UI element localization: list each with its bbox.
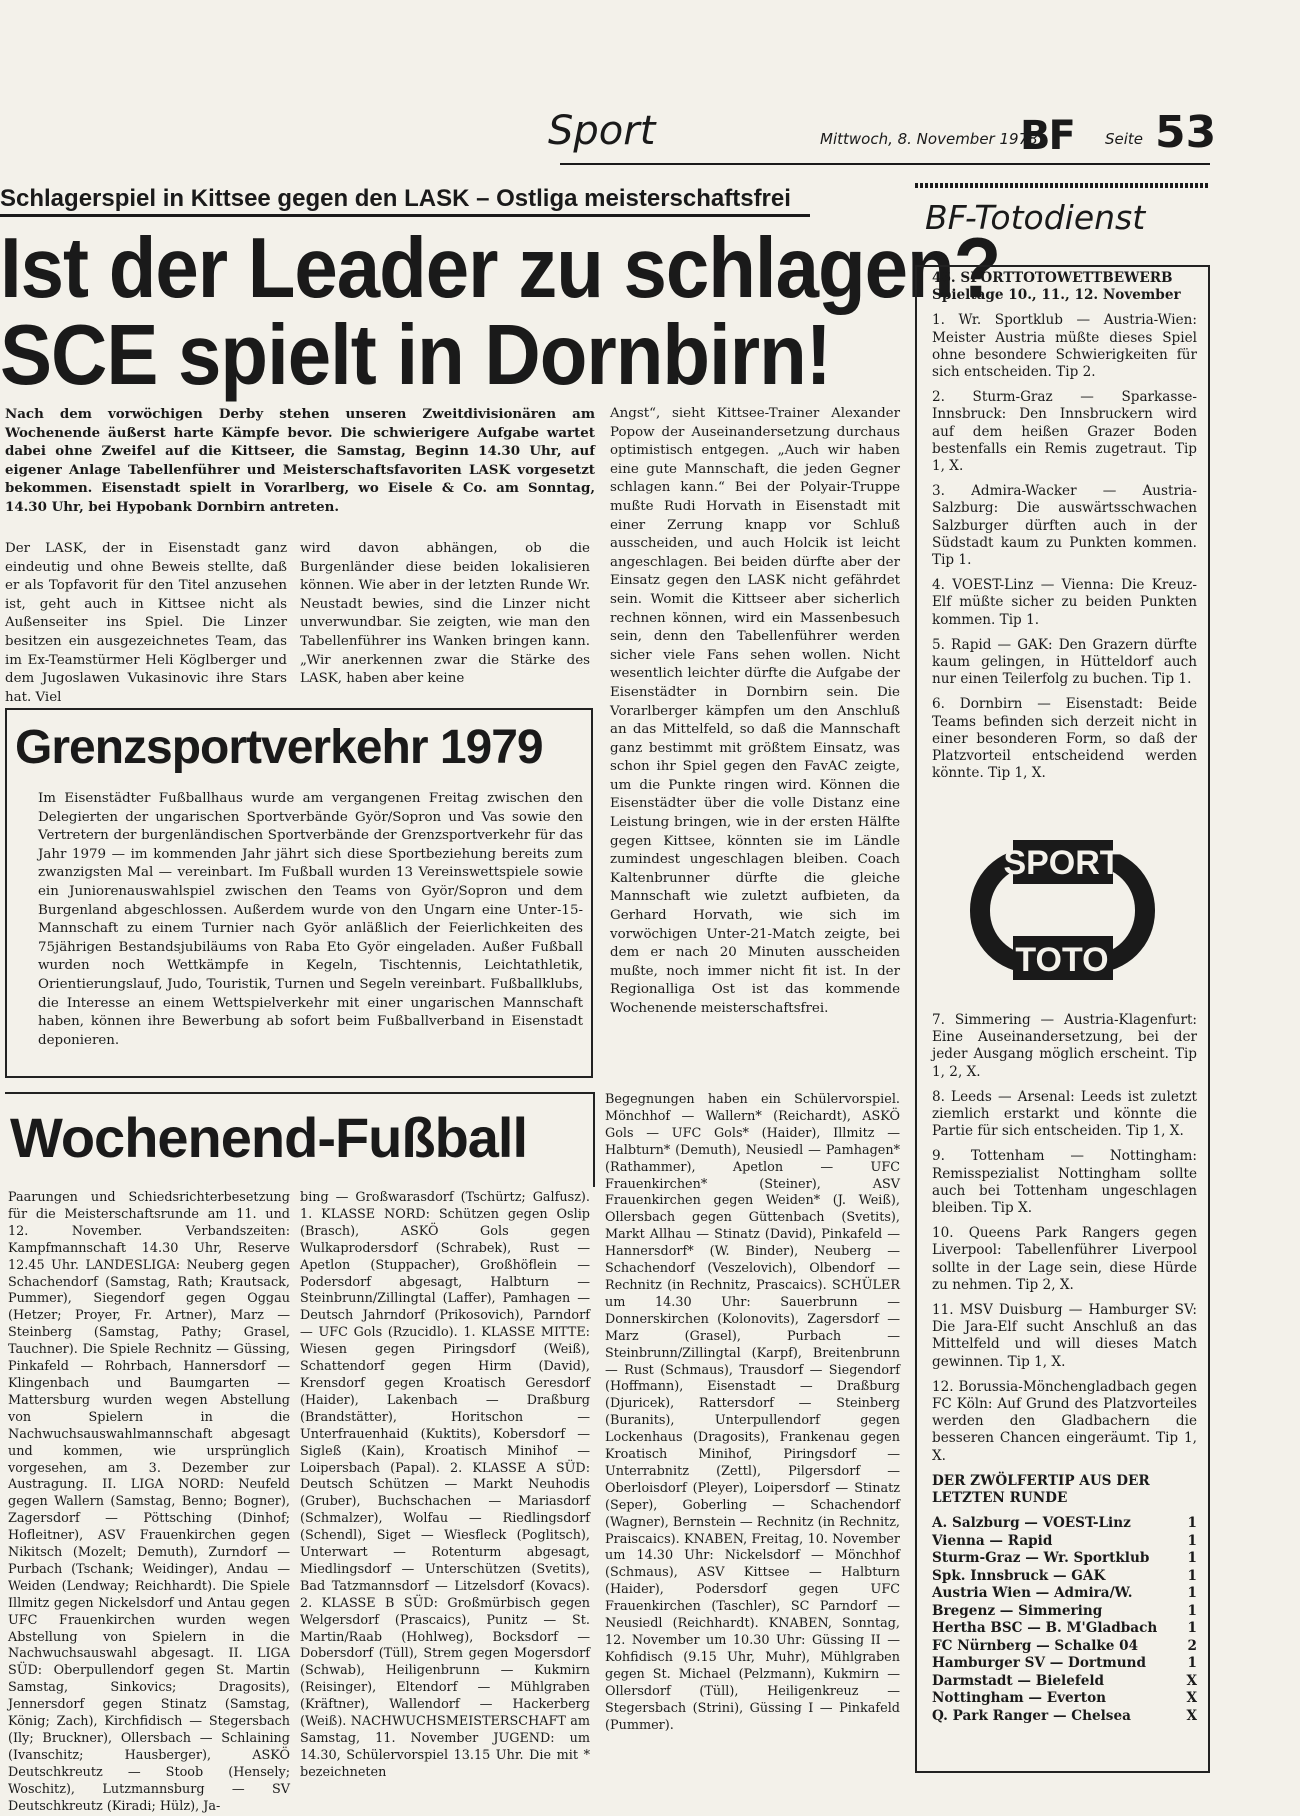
results-list xyxy=(932,1515,1197,1725)
lead-col-2: wird davon abhängen, ob die Burgenländer diese beiden lokalisieren können. Wie aber in der letzten Runde Wr. Neustadt bewies, sind die Linzer nicht unverwundbar. Sie zeigten, wie man den Tabellenführer ins Wanken bringen kann. „Wir anerkennen zwar die Stärke des LASK, haben aber keine xyxy=(300,541,590,687)
wochenend-col-3: Begegnungen haben ein Schülervorspiel. Mönchhof — Wallern* (Reichardt), ASKÖ Gols — UFC Gols* (Haider), Illmitz — Halbturn* (Demuth), Neusiedl — Pamhagen* (Rathammer), Apetlon — UFC Frauenkirchen* (Steiner), ASV Frauenkirchen gegen Weiden* (J. Weiß), Ollersbach gegen Güttenbach (Svetits), Markt Allhau — Stinatz (David), Pinkafeld — Hannersdorf* (W. Binder), Neuberg — Schachendorf (Veszelovich), Olbendorf — Rechnitz (in Rechnitz, Prascaics). SCHÜLER um 14.30 Uhr: Sauerbrunn — Donnerskirchen (Kolonovits), Zagersdorf — Marz (Grasel), Purbach — Steinbrunn/Zillingtal (Karpf), Breitenbrunn — Rust (Schmaus), Trausdorf — Siegendorf (Hoffmann), Eisenstadt — Draßburg (Djuricek), Rattersdorf — Steinberg (Buranits), Unterpullendorf gegen Lockenhaus (Dragosits), Frankenau gegen Kroatisch Minihof, Piringsdorf — Unterrabnitz (Zettl), Pilgersdorf — Oberloisdorf (Pleyer), Loipersdorf — Stinatz (Seper), Goberling — Schachendorf (Wagner), Bernstein — Rechnitz (in Rechnitz, Praiscaics). KNABEN, Freitag, 10. November um 14.30 Uhr: Nickelsdorf — Mönchhof (Schmaus), ASV Kittsee — Halbturn (Haider), Podersdorf gegen UFC Frauenkirchen (Taschler), SC Parndorf — Neusiedl (Reichhardt). KNABEN, Sonntag, 12. November um 10.30 Uhr: Güssing II — Kohfidisch (9.15 Uhr, Muhr), Mühlgraben gegen St. Michael (Pelzmann), Kukmirn — Ollersdorf (Tüll), Heiligenkreuz — Stegersbach (Strini), Güssing I — Pinkafeld (Pummer). xyxy=(605,1092,901,1733)
result-row xyxy=(932,1655,1197,1673)
logo-text-sport: SPORT xyxy=(1003,844,1121,882)
result-tip: 1 xyxy=(1187,1585,1197,1602)
toto-title: BF-Totodienst xyxy=(925,198,1146,237)
toto-heading-2: Spieltage 10., 11., 12. November xyxy=(932,287,1181,304)
result-match: Bregenz — Simmering xyxy=(932,1602,1103,1619)
result-row xyxy=(932,1568,1197,1586)
newspaper-logo: BF xyxy=(1020,113,1074,159)
toto-tip: 3. Admira-Wacker — Austria-Salzburg: Die auswärtsschwachen Salzburger dürften auch in der Südstadt kaum zu Punkten kommen. Tip 1. xyxy=(932,483,1197,569)
result-row xyxy=(932,1585,1197,1603)
result-match: Q. Park Ranger — Chelsea xyxy=(932,1707,1131,1724)
section-title: Sport xyxy=(548,108,656,154)
toto-tip: 5. Rapid — GAK: Den Grazern dürfte kaum gelingen, in Hütteldorf auch nur einen Teilerfolg zu buchen. Tip 1. xyxy=(932,636,1197,688)
wochenend-col-2: bing — Großwarasdorf (Tschürtz; Galfusz). 1. KLASSE NORD: Schützen gegen Oslip (Brasch), ASKÖ Gols gegen Wulkaprodersdorf (Schrabek), Rust — Apetlon (Stuppacher), Großhöflein — Podersdorf abgesagt, Halbturn — Steinbrunn/Zillingtal (Laffer), Pamhagen — Deutsch Jahrndorf (Prikosovich), Parndorf — UFC Gols (Rzucidlo). 1. KLASSE MITTE: Wiesen gegen Piringsdorf (Weiß), Schattendorf gegen Hirm (David), Krensdorf gegen Kroatisch Geresdorf (Haider), Lakenbach — Draßburg (Brandstätter), Horitschon — Unterfrauenhaid (Kuktits), Kobersdorf — Sigleß (Kain), Kroatisch Minihof — Loipersbach (Papal). 2. KLASSE A SÜD: Deutsch Schützen — Markt Neuhodis (Gruber), Buchschachen — Mariasdorf (Schmalzer), Wolfau — Riedlingsdorf (Schendl), Siget — Wiesfleck (Poglitsch), Unterwart — Rotenturm abgesagt, Miedlingsdorf — Unterschützen (Svetits), Bad Tatzmannsdorf — Litzelsdorf (Kovacs). 2. KLASSE B SÜD: Großmürbisch gegen Welgersdorf (Prascaics), Punitz — St. Martin/Raab (Hohlweg), Bocksdorf — Dobersdorf (Tüll), Strem gegen Mogersdorf (Schwab), Heiligenbrunn — Kukmirn (Reisinger), Eltendorf — Mühlgraben (Kräftner), Wallendorf — Hackerberg (Weiß). NACHWUCHSMEISTERSCHAFT am Samstag, 11. November JUGEND: um 14.30, Schülervorspiel 13.15 Uhr. Die mit * bezeichneten xyxy=(300,1190,590,1780)
toto-tip: 9. Tottenham — Nottingham: Remisspezialist Nottingham sollte auch bei Tottenham ungeschlagen bleiben. Tip X. xyxy=(932,1148,1197,1217)
result-match: Austria Wien — Admira/W. xyxy=(932,1585,1133,1602)
result-tip: 1 xyxy=(1187,1550,1197,1567)
logo-text-toto: TOTO xyxy=(1015,941,1109,979)
toto-upper xyxy=(932,270,1197,790)
lead-headline-1: Ist der Leader zu schlagen? xyxy=(0,219,1001,316)
result-match: FC Nürnberg — Schalke 04 xyxy=(932,1637,1139,1654)
result-match: A. Salzburg — VOEST-Linz xyxy=(932,1515,1131,1532)
toto-tip: 2. Sturm-Graz — Sparkasse-Innsbruck: Den Innsbruckern wird auf dem heißen Grazer Boden bestenfalls ein Remis zugetraut. Tip 1, X. xyxy=(932,389,1197,475)
result-match: Hertha BSC — B. M'Gladbach xyxy=(932,1620,1158,1637)
page-number: 53 xyxy=(1155,107,1217,158)
issue-date: Mittwoch, 8. November 1978 xyxy=(820,130,1038,148)
page-label: Seite xyxy=(1105,130,1144,148)
result-tip: X xyxy=(1186,1707,1197,1724)
result-match: Darmstadt — Bielefeld xyxy=(932,1672,1105,1689)
result-row xyxy=(932,1603,1197,1621)
result-row xyxy=(932,1690,1197,1708)
result-tip: 1 xyxy=(1187,1567,1197,1584)
grenz-body: Im Eisenstädter Fußballhaus wurde am vergangenen Freitag zwischen den Delegierten der ungarischen Sportverbände Györ/Sopron und Vas sowie den Vertretern der burgenländischen Sportverbände der Grenzsportverkehr für das Jahr 1979 — im kommenden Jahr jährt sich diese Sportbeziehung bereits zum zwanzigsten Mal — vereinbart. Im Fußball wurden 13 Vereinswettspiele sowie ein Juniorenauswahlspiel zwischen den Teams von Györ/Sopron und dem Burgenland abgeschlossen. Außerdem wurde von den Ungarn eine Unter-15-Mannschaft zu einem Turnier nach Györ anläßlich der Feierlichkeiten des 75jährigen Bestandsjubiläums von Raba Eto Györ eingeladen. Außer Fußball wurden noch Wettkämpfe in Kegeln, Tischtennis, Leichtathletik, Orientierungslauf, Judo, Touristik, Turnen und Segeln vereinbart. Fußballklubs, die Interesse an einem Wettspielverkehr mit einer ungarischen Mannschaft haben, können ihre Bewerbung ab sofort beim Fußballverband in Eisenstadt deponieren. xyxy=(38,791,583,1048)
results-heading: DER ZWÖLFERTIP AUS DER LETZTEN RUNDE xyxy=(932,1472,1150,1507)
result-match: Sturm-Graz — Wr. Sportklub xyxy=(932,1550,1150,1567)
toto-tip: 11. MSV Duisburg — Hamburger SV: Die Jara-Elf sucht Anschluß an das Mittelfeld und will dieses Match gewinnen. Tip 1, X. xyxy=(932,1302,1197,1370)
result-tip: 1 xyxy=(1187,1602,1197,1619)
toto-tip: 8. Leeds — Arsenal: Leeds ist zuletzt ziemlich erstarkt und könnte die Partie für sich entscheiden. Tip 1, X. xyxy=(932,1088,1197,1140)
result-tip: 1 xyxy=(1187,1532,1197,1549)
toto-heading-1: 46. SPORTTOTOWETTBEWERB xyxy=(932,270,1173,286)
toto-tip: 7. Simmering — Austria-Klagenfurt: Eine Auseinandersetzung, bei der jeder Ausgang möglich erscheint. Tip 1, 2, X. xyxy=(932,1012,1197,1080)
result-match: Spk. Innsbruck — GAK xyxy=(932,1567,1106,1584)
result-tip: 1 xyxy=(1187,1620,1197,1637)
toto-tip: 10. Queens Park Rangers gegen Liverpool: Tabellenführer Liverpool sollte in der Lage sein, diese Hürde zu nehmen. Tip 2, X. xyxy=(932,1225,1197,1293)
result-match: Nottingham — Everton xyxy=(932,1690,1107,1707)
wochenend-col-1: Paarungen und Schiedsrichterbesetzung für die Meisterschaftsrunde am 11. und 12. November. Verbandszeiten: Kampfmannschaft 14.30 Uhr, Reserve 12.45 Uhr. LANDESLIGA: Neuberg gegen Schachendorf (Samstag, Rath; Krautsack, Pummer), Siegendorf gegen Oggau (Hetzer; Proyer, Fr. Artner), Marz — Steinberg (Samstag, Pathy; Grasel, Tauchner). Die Spiele Rechnitz — Güssing, Pinkafeld — Rohrbach, Hannersdorf — Klingenbach und Baumgarten — Mattersburg wurden wegen Abstellung von Spielern in die Nachwuchsauswahlmannschaft abgesagt und kommen, wie ursprünglich vorgesehen, am 3. Dezember zur Austragung. II. LIGA NORD: Neufeld gegen Wallern (Samstag, Benno; Bogner), Zagersdorf — Pöttsching (Dinhof; Hofleitner), ASV Frauenkirchen gegen Nikitsch (Mozelt; Demuth), Zurndorf — Purbach (Tschank; Weidinger), Andau — Weiden (Lendway; Reichhardt). Die Spiele Illmitz gegen Nickelsdorf und Antau gegen UFC Frauenkirchen wurden wegen Abstellung von Spielern in die Nachwuchsauswahl abgesagt. II. LIGA SÜD: Oberpullendorf gegen St. Martin Samstag, Sinkovics; Dragosits), Jennersdorf gegen Stinatz (Samstag, König; Zach), Kirchfidisch — Stegersbach (Ily; Bruckner), Ollersbach — Schlaining (Ivanschitz; Hausberger), ASKÖ Deutschkreutz — Stoob (Hensely; Woschitz), Lutzmannsburg — SV Deutschkreutz (Kiradi; Hülz), Ja- xyxy=(8,1190,290,1814)
toto-tips-a xyxy=(932,312,1197,782)
result-tip: 2 xyxy=(1187,1637,1197,1654)
kicker-rule xyxy=(0,214,810,217)
result-tip: X xyxy=(1186,1690,1197,1707)
toto-tip: 1. Wr. Sportklub — Austria-Wien: Meister Austria müßte dieses Spiel ohne besondere Schwierigkeiten für sich entscheiden. Tip 2. xyxy=(932,312,1197,381)
toto-tip: 4. VOEST-Linz — Vienna: Die Kreuz-Elf müßte sicher zu beiden Punkten kommen. Tip 1. xyxy=(932,577,1197,628)
result-row xyxy=(932,1620,1197,1638)
result-tip: 1 xyxy=(1187,1515,1197,1532)
toto-lower xyxy=(932,1012,1197,1725)
wochenend-title: Wochenend-Fußball xyxy=(10,1106,528,1169)
toto-tip: 12. Borussia-Mönchengladbach gegen FC Köln: Auf Grund des Platzvorteiles werden den Gladbachern die besseren Chancen eingeräumt. Tip 1, X. xyxy=(932,1378,1197,1464)
grenz-title: Grenzsportverkehr 1979 xyxy=(15,721,543,774)
header-rule xyxy=(560,163,1210,165)
lead-kicker: Schlagerspiel in Kittsee gegen den LASK – Ostliga meisterschaftsfrei xyxy=(0,185,791,212)
toto-tips-b xyxy=(932,1012,1197,1465)
lead-col-3: Angst“, sieht Kittsee-Trainer Alexander Popow der Auseinandersetzung durchaus optimistisch entgegen. „Auch wir haben eine gute Mannschaft, die jeden Gegner schlagen kann.“ Bei der Polyair-Truppe mußte Rudi Horvath in Eisenstadt mit einer Zerrung knapp vor Schluß ausscheiden, und auch Holcik ist leicht angeschlagen. Bei beiden dürfte aber der Einsatz gegen den LASK nicht gefährdet sein. Womit die Kittseer aber sicherlich rechnen können, wird ein Massenbesuch sein, denn den Tabellenführer werden sicher viele Fans sehen wollen. Nicht wesentlich leichter dürfte die Aufgabe der Eisenstädter in Dornbirn sein. Die Vorarlberger kämpfen um den Anschluß an das Mittelfeld, so daß die Mannschaft ganz bestimmt mit größtem Einsatz, was schon ihr Spiel gegen den FavAC zeigte, um die Punkte ringen wird. Können die Eisenstädter über die volle Distanz eine Leistung bringen, wie in der ersten Hälfte gegen Kittsee, könnten sie im Ländle zumindest ungeschlagen bleiben. Coach Kaltenbrunner dürfte die gleiche Mannschaft wie zuletzt aufbieten, da Gerhard Horvath, wie sich im vorwöchigen Unter-21-Match zeigte, bei dem er nach 20 Minuten ausscheiden mußte, noch immer nicht fit ist. In der Regionalliga Ost ist das kommende Wochenende meisterschaftsfrei. xyxy=(610,406,900,1016)
result-match: Vienna — Rapid xyxy=(932,1532,1053,1549)
result-match: Hamburger SV — Dortmund xyxy=(932,1655,1147,1672)
lead-intro: Nach dem vorwöchigen Derby stehen unseren Zweitdivisionären am Wochenende äußerst harte Kämpfe bevor. Die schwierigere Aufgabe wartet dabei ohne Zweifel auf die Kittseer, die Samstag, Beginn 14.30 Uhr, auf eigener Anlage Tabellenführer und Meisterschaftsfavoriten LASK vorgesetzt bekommen. Eisenstadt spielt in Vorarlberg, wo Eisele & Co. am Sonntag, 14.30 Uhr, bei Hypobank Dornbirn antreten. xyxy=(5,406,595,515)
result-row xyxy=(932,1708,1197,1726)
result-tip: X xyxy=(1186,1672,1197,1689)
result-row xyxy=(932,1533,1197,1551)
lead-headline-2: SCE spielt in Dornbirn! xyxy=(0,306,831,403)
result-row xyxy=(932,1550,1197,1568)
toto-tip: 6. Dornbirn — Eisenstadt: Beide Teams befinden sich derzeit nicht in einer besonderen Form, so daß der Platzvorteil entscheidend werden könnte. Tip 1, X. xyxy=(932,696,1197,782)
lead-col-1: Der LASK, der in Eisenstadt ganz eindeutig und ohne Beweis stellte, daß er als Topfavorit für den Titel anzusehen ist, geht auch in Kittsee nicht als Außenseiter ins Spiel. Die Linzer besitzen ein ausgezeichnetes Team, das im Ex-Teamstürmer Heli Köglberger und dem Jugoslawen Vukasinovic ihre Stars hat. Viel xyxy=(5,541,287,705)
result-row xyxy=(932,1515,1197,1533)
result-tip: 1 xyxy=(1187,1655,1197,1672)
result-row xyxy=(932,1673,1197,1691)
result-row xyxy=(932,1638,1197,1656)
sport-toto-logo xyxy=(965,838,1160,983)
toto-top-stripe xyxy=(915,183,1210,188)
